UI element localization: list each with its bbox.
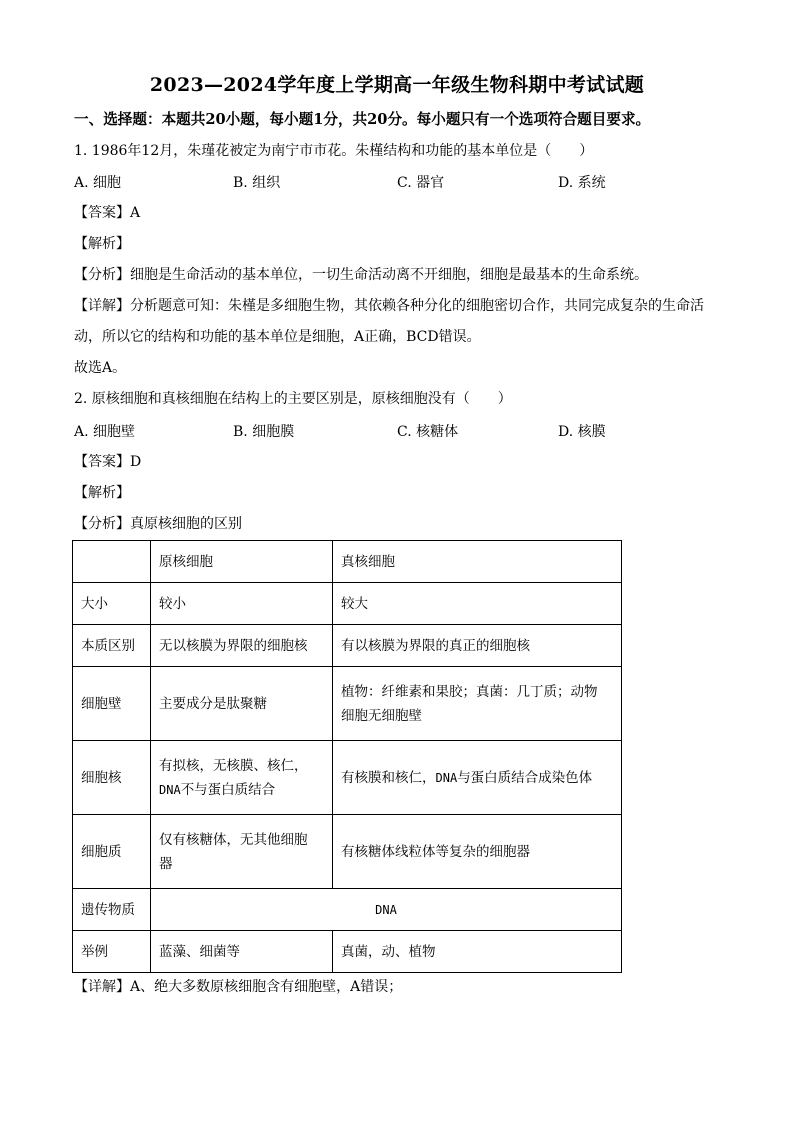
question-1-options [74,172,634,192]
cell-line: 植物：纤维素和果胶；真菌：几丁质；动物 [341,683,598,700]
dna-term: DNA [435,770,458,785]
table-cell: 有以核膜为界限的真正的细胞核 [333,625,622,667]
q1-analysis: 【分析】细胞是生命活动的基本单位，一切生命活动离不开细胞，细胞是最基本的生命系统。 [74,267,648,283]
q1-detail-line-1: 【详解】分析题意可知：朱槿是多细胞生物，其依赖各种分化的细胞密切合作，共同完成复杂的生命活 [74,298,704,314]
table-cell [151,815,333,889]
dna-term: DNA [375,902,397,917]
table-row-label: 本质区别 [73,625,151,667]
cell-line: 有拟核，无核膜、核仁， [159,757,308,774]
question-1-stem: 1. 1986年12月，朱瑾花被定为南宁市市花。朱槿结构和功能的基本单位是（ ） [74,143,594,159]
q1-conclusion: 故选A。 [74,360,127,376]
cell-line: 器 [159,855,173,872]
table-row-label: 遗传物质 [73,889,151,931]
cell-line: 细胞无细胞壁 [341,707,422,724]
q1-option-b[interactable]: B. 组织 [233,175,281,191]
q2-option-c[interactable]: C. 核糖体 [397,424,459,440]
table-cell: 蓝藻、细菌等 [151,931,333,973]
table-row [73,541,622,583]
table-row [73,815,622,889]
table-cell: 主要成分是肽聚糖 [151,667,333,741]
cell-text: 有核膜和核仁， [341,769,436,786]
table-cell [333,667,622,741]
table-cell: 真菌，动、植物 [333,931,622,973]
q1-detail-line-2: 动，所以它的结构和功能的基本单位是细胞，A正确，BCD错误。 [74,329,481,345]
q1-answer: 【答案】A [74,205,141,221]
table-header-cell: 原核细胞 [151,541,333,583]
table-row [73,625,622,667]
q2-option-a[interactable]: A. 细胞壁 [74,424,136,440]
table-row [73,667,622,741]
cell-line [159,778,324,802]
table-cell [151,741,333,815]
q1-option-a[interactable]: A. 细胞 [74,175,122,191]
table-cell: 有核糖体线粒体等复杂的细胞器 [333,815,622,889]
q2-detail: 【详解】A、绝大多数原核细胞含有细胞壁，A错误； [74,979,403,995]
q2-option-d[interactable]: D. 核膜 [558,424,606,440]
table-row-label: 细胞壁 [73,667,151,741]
q2-answer: 【答案】D [74,454,142,470]
q1-option-d[interactable]: D. 系统 [558,175,606,191]
cell-text: 不与蛋白质结合 [180,781,276,798]
table-row-label: 大小 [73,583,151,625]
q1-analysis-label: 【解析】 [74,236,130,252]
table-row [73,583,622,625]
table-cell [73,541,151,583]
question-2-stem: 2. 原核细胞和真核细胞在结构上的主要区别是，原核细胞没有（ ） [74,391,512,407]
q1-option-c[interactable]: C. 器官 [397,175,445,191]
table-header-cell: 真核细胞 [333,541,622,583]
table-row [73,889,622,931]
table-cell [333,741,622,815]
table-row-label: 举例 [73,931,151,973]
q2-analysis-label: 【解析】 [74,485,130,501]
section-heading: 一、选择题：本题共20小题，每小题1分，共20分。每小题只有一个选项符合题目要求。 [74,111,651,128]
table-cell: 较小 [151,583,333,625]
cell-line: 仅有核糖体，无其他细胞 [159,831,308,848]
dna-term: DNA [159,782,181,797]
q2-option-b[interactable]: B. 细胞膜 [233,424,295,440]
cell-comparison-table [72,540,622,973]
table-cell [151,889,622,931]
table-cell: 较大 [333,583,622,625]
table-row-label: 细胞核 [73,741,151,815]
q2-analysis: 【分析】真原核细胞的区别 [74,516,242,532]
table-cell: 无以核膜为界限的细胞核 [151,625,333,667]
table-row-label: 细胞质 [73,815,151,889]
question-2-options [74,421,634,441]
page-title: 2023—2024学年度上学期高一年级生物科期中考试试题 [149,74,645,96]
table-row [73,741,622,815]
cell-text: 与蛋白质结合成染色体 [457,769,593,786]
table-row [73,931,622,973]
